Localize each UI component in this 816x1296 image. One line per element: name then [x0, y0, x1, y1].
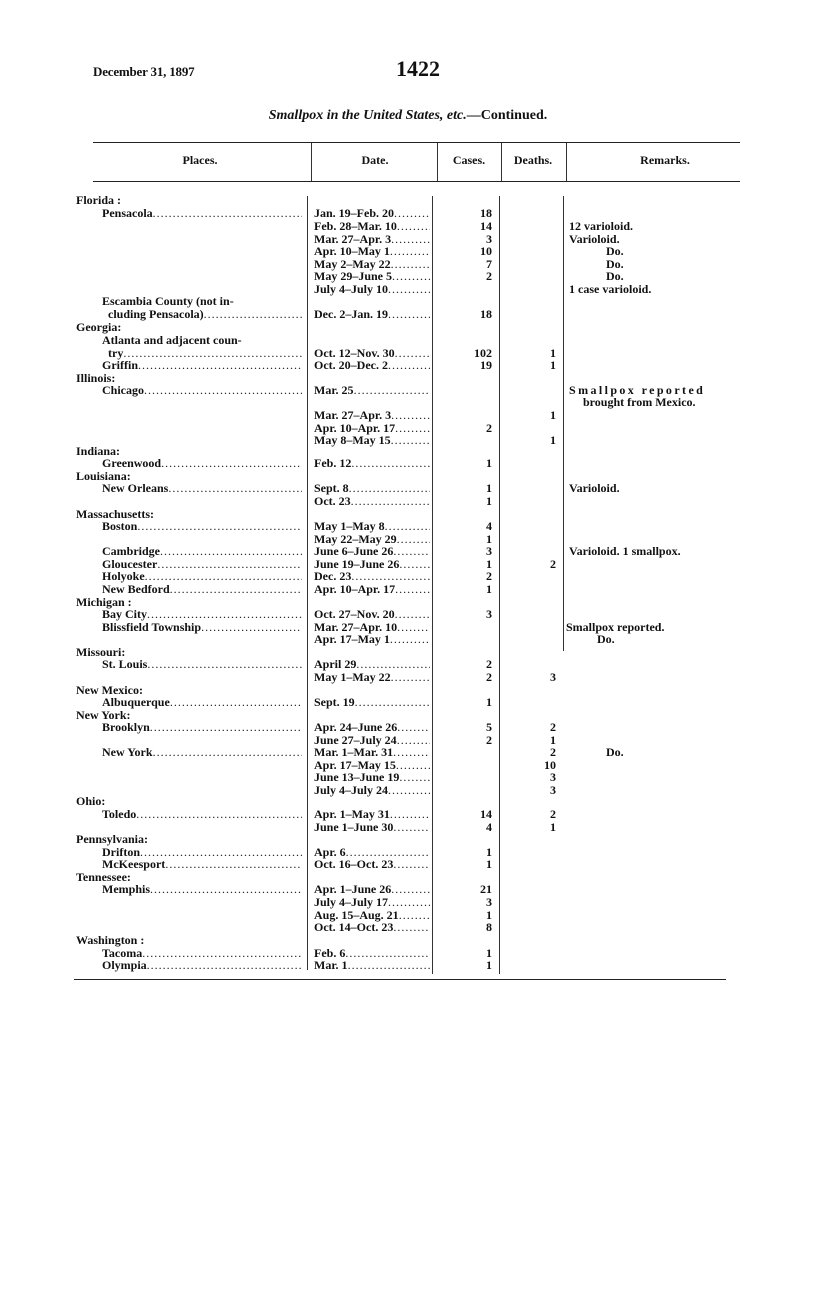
date-text: Apr. 24–June 26 — [314, 720, 398, 734]
leader-dots — [138, 359, 302, 372]
place-name: Blissfield Township — [102, 620, 202, 634]
leader-dots — [354, 384, 430, 397]
remark-cell: Varioloid. — [569, 232, 620, 246]
date-text: Oct. 27–Nov. 20 — [314, 607, 395, 621]
place-name: Escambia County (not in- — [102, 294, 234, 308]
place-name: Bay City — [102, 607, 147, 621]
cases-cell: 19 — [480, 358, 492, 372]
place-cell — [102, 696, 302, 709]
place-name: Cambridge — [102, 544, 160, 558]
divider-deaths-remarks — [566, 143, 567, 181]
leader-dots — [204, 308, 302, 321]
cases-cell: 1 — [486, 908, 492, 922]
table-title — [0, 108, 816, 124]
deaths-cell: 3 — [550, 783, 556, 797]
date-text: Feb. 6 — [314, 946, 346, 960]
date-cell — [314, 821, 434, 834]
place-name: try — [108, 346, 124, 360]
date-text: Dec. 2–Jan. 19 — [314, 307, 388, 321]
leader-dots — [393, 746, 430, 759]
cases-cell: 5 — [486, 720, 492, 734]
place-name: Missouri: — [76, 645, 126, 659]
leader-dots — [388, 283, 430, 296]
leader-dots — [349, 482, 430, 495]
leader-dots — [351, 457, 430, 470]
leader-dots — [348, 959, 430, 972]
date-text: July 4–July 10 — [314, 282, 389, 296]
place-cell — [102, 359, 302, 372]
date-text: Apr. 1–May 31 — [314, 807, 390, 821]
date-text: Mar. 27–Apr. 10 — [314, 620, 398, 634]
leader-dots — [391, 883, 430, 896]
date-text: Mar. 25 — [314, 383, 354, 397]
date-text: Mar. 27–Apr. 3 — [314, 232, 392, 246]
place-name: Louisiana: — [76, 469, 131, 483]
leader-dots — [393, 821, 430, 834]
date-cell — [314, 633, 434, 646]
cases-cell: 1 — [486, 494, 492, 508]
date-text: Mar. 1–Mar. 31 — [314, 745, 394, 759]
date-text: July 4–July 24 — [314, 783, 389, 797]
table-bottom-rule — [74, 979, 726, 980]
deaths-cell: 1 — [550, 820, 556, 834]
page-number: 1422 — [396, 56, 440, 81]
date-text: Oct. 16–Oct. 23 — [314, 857, 394, 871]
deaths-cell: 1 — [550, 358, 556, 372]
date-text: Oct. 23 — [314, 494, 351, 508]
leader-dots — [388, 359, 430, 372]
leader-dots — [355, 696, 430, 709]
date-text: June 27–July 24 — [314, 733, 397, 747]
date-cell — [314, 671, 434, 684]
date-text: May 2–May 22 — [314, 257, 391, 271]
cases-cell: 2 — [486, 670, 492, 684]
date-text: June 13–June 19 — [314, 770, 400, 784]
date-text: Feb. 12 — [314, 456, 352, 470]
deaths-cell: 2 — [550, 557, 556, 571]
leader-dots — [144, 384, 302, 397]
date-text: July 4–July 17 — [314, 895, 389, 909]
cases-cell: 102 — [474, 346, 492, 360]
date-text: May 22–May 29 — [314, 532, 397, 546]
place-name: Holyoke — [102, 569, 145, 583]
date-cell — [314, 784, 434, 797]
deaths-cell: 1 — [550, 346, 556, 360]
leader-dots — [165, 858, 302, 871]
body-divider-deaths-remarks — [563, 196, 564, 651]
date-text: Oct. 20–Dec. 2 — [314, 358, 388, 372]
date-text: Mar. 1 — [314, 958, 348, 972]
cases-cell: 14 — [480, 807, 492, 821]
place-cell — [102, 384, 302, 397]
cases-cell: 21 — [480, 882, 492, 896]
leader-dots — [170, 696, 302, 709]
leader-dots — [397, 220, 430, 233]
cases-cell: 4 — [486, 820, 492, 834]
header-bottom-rule — [93, 181, 740, 182]
table-top-rule — [93, 142, 740, 143]
date-cell — [314, 384, 434, 397]
place-name: Tacoma — [102, 946, 143, 960]
date-text: May 1–May 22 — [314, 670, 391, 684]
date-text: Apr. 10–Apr. 17 — [314, 421, 396, 435]
deaths-cell: 10 — [544, 758, 556, 772]
deaths-cell: 2 — [550, 745, 556, 759]
leader-dots — [390, 245, 430, 258]
date-text: Aug. 15–Aug. 21 — [314, 908, 399, 922]
date-text: Apr. 1–June 26 — [314, 882, 392, 896]
date-text: Mar. 27–Apr. 3 — [314, 408, 392, 422]
cases-cell: 3 — [486, 232, 492, 246]
leader-dots — [161, 457, 302, 470]
date-text: Apr. 6 — [314, 845, 346, 859]
place-name: New York — [102, 745, 153, 759]
place-name: Chicago — [102, 383, 144, 397]
body-divider-places-date — [307, 196, 308, 970]
place-name: Ohio: — [76, 794, 106, 808]
leader-dots — [391, 671, 430, 684]
remark-cell: Varioloid. 1 smallpox. — [569, 544, 681, 558]
deaths-cell: 1 — [550, 433, 556, 447]
column-header-remarks: Remarks. — [640, 153, 690, 167]
date-cell — [314, 858, 434, 871]
cases-cell: 2 — [486, 657, 492, 671]
leader-dots — [394, 207, 430, 220]
leader-dots — [393, 858, 430, 871]
place-cell — [102, 658, 302, 671]
divider-places-date — [311, 143, 312, 181]
date-text: Feb. 28–Mar. 10 — [314, 219, 397, 233]
body-divider-cases-deaths — [499, 196, 500, 974]
place-cell — [102, 746, 302, 759]
place-name: New York: — [76, 708, 131, 722]
deaths-cell: 1 — [550, 733, 556, 747]
place-name: Olympia — [102, 958, 147, 972]
cases-cell: 4 — [486, 519, 492, 533]
cases-cell: 1 — [486, 456, 492, 470]
date-cell — [314, 434, 434, 447]
cases-cell: 3 — [486, 895, 492, 909]
table-title-main: Smallpox in the United States, etc. — [268, 108, 467, 123]
place-cell — [102, 482, 302, 495]
date-text: Jan. 19–Feb. 20 — [314, 206, 395, 220]
remark-cell: Do. — [606, 745, 624, 759]
leader-dots — [393, 921, 430, 934]
place-cell — [102, 721, 302, 734]
place-name: Drifton — [102, 845, 140, 859]
deaths-cell: 2 — [550, 720, 556, 734]
leader-dots — [160, 545, 302, 558]
place-name: Tennessee: — [76, 870, 131, 884]
leader-dots — [390, 633, 430, 646]
cases-cell: 7 — [486, 257, 492, 271]
place-name: Albuquerque — [102, 695, 170, 709]
cases-cell: 2 — [486, 269, 492, 283]
place-cell — [102, 207, 302, 220]
cases-cell: 3 — [486, 607, 492, 621]
place-name: Pennsylvania: — [76, 832, 149, 846]
date-cell — [314, 959, 434, 972]
place-name: New Bedford — [102, 582, 170, 596]
leader-dots — [150, 721, 302, 734]
leader-dots — [391, 434, 430, 447]
date-text: May 1–May 8 — [314, 519, 385, 533]
place-name: Greenwood — [102, 456, 162, 470]
place-cell — [102, 583, 302, 596]
date-text: May 29–June 5 — [314, 269, 392, 283]
place-name: Toledo — [102, 807, 137, 821]
cases-cell: 1 — [486, 481, 492, 495]
table-title-suffix: —Continued. — [466, 108, 548, 123]
leader-dots — [147, 658, 302, 671]
cases-cell: 2 — [486, 421, 492, 435]
date-text: June 1–June 30 — [314, 820, 394, 834]
leader-dots — [136, 808, 302, 821]
place-name: St. Louis — [102, 657, 148, 671]
deaths-cell: 3 — [550, 670, 556, 684]
cases-cell: 2 — [486, 569, 492, 583]
date-text: Sept. 8 — [314, 481, 349, 495]
remark-cell: Smallpox reported — [569, 383, 706, 397]
leader-dots — [137, 520, 302, 533]
date-text: April 29 — [314, 657, 357, 671]
place-name: Indiana: — [76, 444, 121, 458]
deaths-cell: 2 — [550, 807, 556, 821]
date-cell — [314, 457, 434, 470]
cases-cell: 1 — [486, 958, 492, 972]
remark-cell: Smallpox reported. — [566, 620, 665, 634]
leader-dots — [391, 409, 430, 422]
cases-cell: 1 — [486, 532, 492, 546]
place-name: Griffin — [102, 358, 138, 372]
place-name: New Orleans — [102, 481, 169, 495]
place-cell — [102, 808, 302, 821]
place-cell — [102, 457, 302, 470]
cases-cell: 1 — [486, 845, 492, 859]
remark-cell: 12 varioloid. — [569, 219, 634, 233]
cases-cell: 10 — [480, 244, 492, 258]
place-name: Memphis — [102, 882, 150, 896]
deaths-cell: 1 — [550, 408, 556, 422]
date-text: Sept. 19 — [314, 695, 355, 709]
date-text: Apr. 10–Apr. 17 — [314, 582, 396, 596]
remark-cell: Do. — [606, 244, 624, 258]
column-header-date: Date. — [361, 153, 389, 167]
divider-date-cases — [437, 143, 438, 181]
date-cell — [314, 583, 434, 596]
date-text: Apr. 17–May 15 — [314, 758, 396, 772]
leader-dots — [168, 482, 302, 495]
place-name: Michigan : — [76, 595, 132, 609]
column-header-deaths: Deaths. — [513, 153, 553, 167]
remark-cell: 1 case varioloid. — [569, 282, 652, 296]
place-name: cluding Pensacola) — [108, 307, 204, 321]
date-text: Oct. 12–Nov. 30 — [314, 346, 395, 360]
remark-cell: Do. — [606, 269, 624, 283]
leader-dots — [201, 621, 302, 634]
place-name: Pensacola — [102, 206, 153, 220]
place-cell — [102, 858, 302, 871]
cases-cell: 18 — [480, 307, 492, 321]
remark-cell: Do. — [606, 257, 624, 271]
place-name: Gloucester — [102, 557, 158, 571]
leader-dots — [153, 746, 302, 759]
cases-cell: 3 — [486, 544, 492, 558]
date-cell — [314, 283, 434, 296]
remark-cell: Do. — [597, 632, 615, 646]
deaths-cell: 3 — [550, 770, 556, 784]
cases-cell: 1 — [486, 695, 492, 709]
place-cell — [102, 520, 302, 533]
date-text: Dec. 23 — [314, 569, 352, 583]
place-name: Florida : — [76, 193, 121, 207]
header-date: December 31, 1897 — [93, 64, 195, 79]
cases-cell: 18 — [480, 206, 492, 220]
cases-cell: 1 — [486, 582, 492, 596]
date-cell — [314, 921, 434, 934]
place-name: Brooklyn — [102, 720, 150, 734]
cases-cell: 1 — [486, 857, 492, 871]
date-text: Apr. 10–May 1 — [314, 244, 390, 258]
place-cell — [108, 308, 302, 321]
place-name: Massachusetts: — [76, 507, 154, 521]
leader-dots — [397, 721, 430, 734]
date-text: Oct. 14–Oct. 23 — [314, 920, 394, 934]
divider-cases-deaths — [501, 143, 502, 181]
remark-cell: brought from Mexico. — [583, 395, 696, 409]
leader-dots — [388, 784, 430, 797]
leader-dots — [390, 808, 430, 821]
date-cell — [314, 359, 434, 372]
date-text: June 6–June 26 — [314, 544, 394, 558]
date-cell — [314, 696, 434, 709]
place-name: Georgia: — [76, 320, 122, 334]
cases-cell: 1 — [486, 557, 492, 571]
cases-cell: 8 — [486, 920, 492, 934]
place-name: Atlanta and adjacent coun- — [102, 333, 242, 347]
cases-cell: 2 — [486, 733, 492, 747]
place-name: New Mexico: — [76, 683, 143, 697]
leader-dots — [392, 270, 430, 283]
date-cell — [314, 495, 434, 508]
leader-dots — [150, 883, 302, 896]
remark-cell: Varioloid. — [569, 481, 620, 495]
leader-dots — [351, 495, 430, 508]
date-text: Apr. 17–May 1 — [314, 632, 390, 646]
place-name: Washington : — [76, 933, 145, 947]
place-cell — [76, 795, 105, 808]
date-cell — [314, 308, 434, 321]
column-header-cases: Cases. — [452, 153, 486, 167]
place-name: Illinois: — [76, 371, 116, 385]
leader-dots — [395, 608, 430, 621]
leader-dots — [153, 207, 302, 220]
leader-dots — [170, 583, 302, 596]
place-cell — [102, 883, 302, 896]
place-cell — [102, 959, 302, 972]
cases-cell: 14 — [480, 219, 492, 233]
column-header-places: Places. — [182, 153, 218, 167]
date-text: May 8–May 15 — [314, 433, 391, 447]
leader-dots — [399, 771, 430, 784]
place-name: Boston — [102, 519, 138, 533]
place-cell — [102, 621, 302, 634]
leader-dots — [147, 959, 302, 972]
cases-cell: 1 — [486, 946, 492, 960]
leader-dots — [395, 583, 430, 596]
place-name: McKeesport — [102, 857, 166, 871]
leader-dots — [388, 308, 430, 321]
date-text: June 19–June 26 — [314, 557, 400, 571]
